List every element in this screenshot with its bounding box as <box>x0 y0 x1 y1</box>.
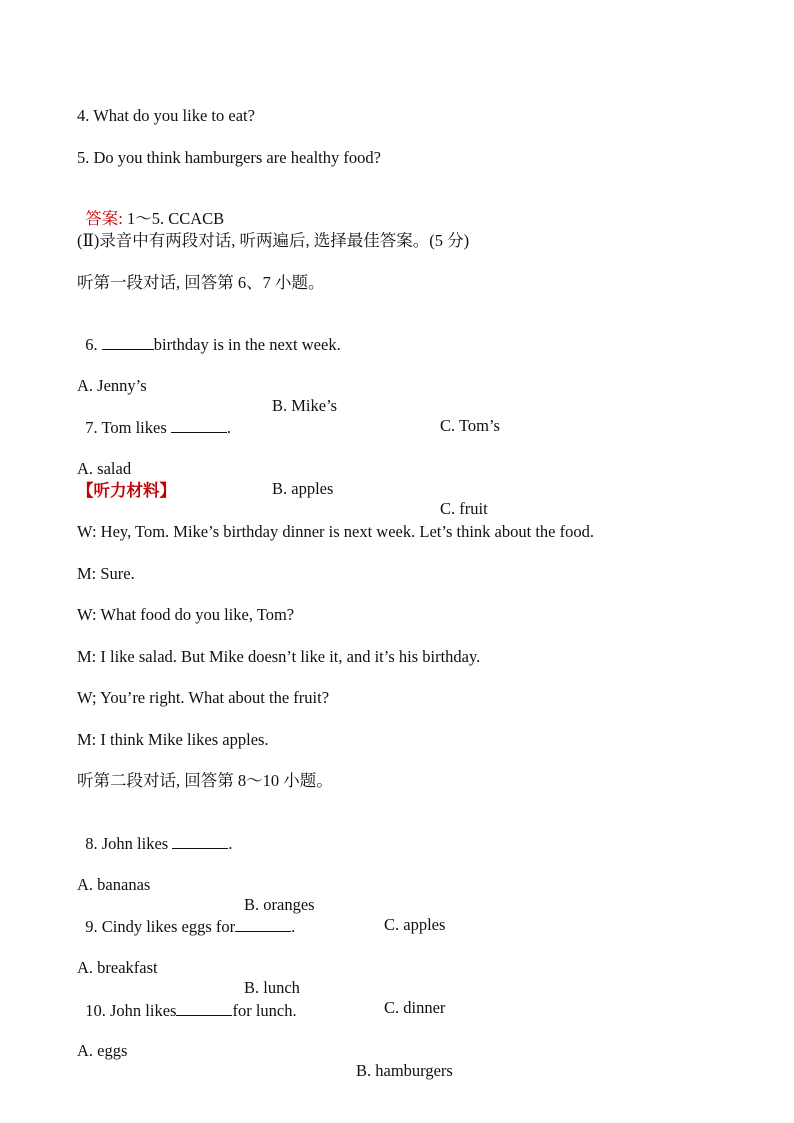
answer-blank <box>172 833 228 849</box>
q9-prefix: 9. Cindy likes eggs for <box>85 917 236 936</box>
answer-blank <box>176 1000 232 1016</box>
script-line: W: Hey, Tom. Mike’s birthday dinner is next week. Let’s think about the food. <box>77 522 594 541</box>
question-6 <box>77 314 341 355</box>
dialog-1-intro: 听第一段对话, 回答第 6、7 小题。 <box>77 273 325 292</box>
script-line: M: Sure. <box>77 564 135 583</box>
question-7 <box>77 397 231 438</box>
question-5: 5. Do you think hamburgers are healthy food? <box>77 148 381 167</box>
q10-option-a: A. eggs <box>77 1041 128 1060</box>
answer-blank <box>102 334 154 350</box>
q7-option-b: B. apples <box>272 479 334 498</box>
q8-suffix: . <box>228 834 233 853</box>
answer-label: 答案: <box>85 209 123 228</box>
q7-options <box>77 439 777 519</box>
answer-line <box>77 189 224 229</box>
answer-blank <box>235 916 291 932</box>
answer-text: 1～5. CCACB <box>122 209 225 228</box>
question-10 <box>77 980 297 1021</box>
q10-option-b: B. hamburgers <box>356 1061 453 1080</box>
q10-prefix: 10. John likes <box>85 1001 177 1020</box>
script-line: W; You’re right. What about the fruit? <box>77 688 330 707</box>
q8-prefix: 8. John likes <box>85 834 173 853</box>
question-4: 4. What do you like to eat? <box>77 106 255 125</box>
part-2-title: (Ⅱ)录音中有两段对话, 听两遍后, 选择最佳答案。(5 分) <box>77 231 470 250</box>
script-line: M: I think Mike likes apples. <box>77 730 269 749</box>
q8-option-c: C. apples <box>384 915 446 934</box>
script-line: W: What food do you like, Tom? <box>77 605 295 624</box>
dialog-2-intro: 听第二段对话, 回答第 8～10 小题。 <box>77 771 333 790</box>
question-8 <box>77 813 232 854</box>
q7-option-a: A. salad <box>77 459 132 478</box>
q6-option-b: B. Mike’s <box>272 396 338 415</box>
q6-option-c: C. Tom’s <box>440 416 500 435</box>
q6-suffix: birthday is in the next week. <box>153 335 341 354</box>
question-9 <box>77 896 295 937</box>
q9-option-c: C. dinner <box>384 998 446 1017</box>
script-line: M: I like salad. But Mike doesn’t like it, and it’s his birthday. <box>77 647 481 666</box>
q8-option-b: B. oranges <box>244 895 315 914</box>
q9-option-a: A. breakfast <box>77 958 158 977</box>
q10-options <box>77 1021 777 1081</box>
q6-option-a: A. Jenny’s <box>77 376 147 395</box>
listening-material-title: 【听力材料】 <box>77 481 176 500</box>
q9-option-b: B. lunch <box>244 978 300 997</box>
q7-suffix: . <box>226 418 232 437</box>
q6-prefix: 6. <box>85 335 102 354</box>
q8-option-a: A. bananas <box>77 875 151 894</box>
q7-prefix: 7. Tom likes <box>85 418 171 437</box>
q10-suffix: for lunch. <box>232 1001 297 1020</box>
q7-option-c: C. fruit <box>440 499 488 518</box>
q9-suffix: . <box>291 917 296 936</box>
answer-blank <box>171 417 227 433</box>
